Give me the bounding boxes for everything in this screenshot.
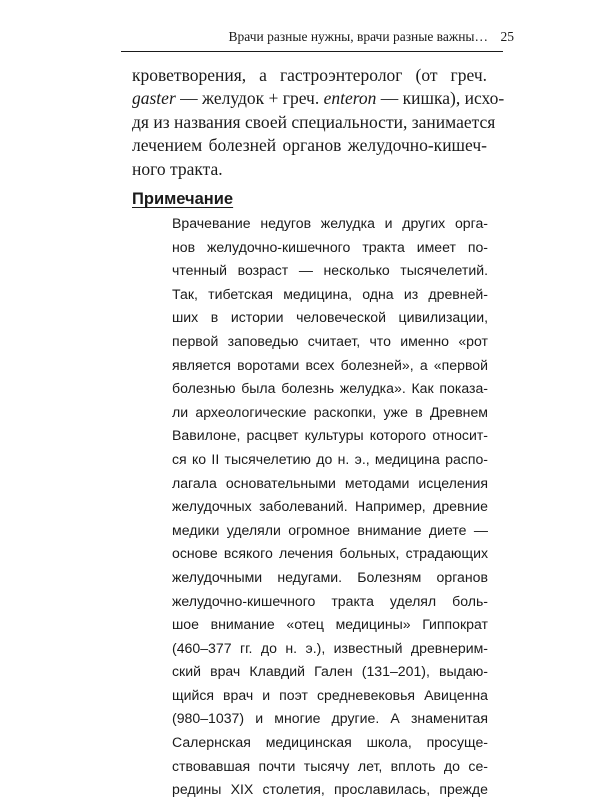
note-line: первой заповедью считает, что именно «рот [172,332,488,349]
foreign-term: enteron [323,88,377,109]
note-line: чтенный возраст — несколько тысячелетий. [172,262,488,279]
text-line: лечением болезней органов желудочно-кишеч- [132,135,487,156]
note-line: Салернская медицинская школа, просуще- [172,734,488,751]
note-line: основе всякого лечения больных, страдающих [172,545,488,562]
note-line: (980–1037) и многие другие. А знаменитая [172,710,488,727]
header-rule [121,51,503,52]
note-line: нов желудочно-кишечного тракта имеет по- [172,238,488,255]
note-body [172,212,488,802]
note-line: ли археологические раскопки, уже в Древнем [172,403,488,420]
note-line: ших в истории человеческой цивилизации, [172,309,488,326]
note-line: ский врач Клавдий Гален (131–201), выдаю- [172,663,488,680]
note-line: Врачевание недугов желудка и других орга- [172,215,488,231]
note-line: редины XIX столетия, прославилась, прежде [172,781,488,798]
text-line: ного тракта. [132,158,223,179]
foreign-term: gaster [132,88,176,109]
note-line: Так, тибетская медицина, одна из древней- [172,285,488,302]
main-text [132,64,505,181]
note-line: ся ко II тысячелетию до н. э., медицина распо- [172,450,488,467]
note-line: лагала основательными методами исцеления [172,474,488,491]
note-line: (460–377 гг. до н. э.), известный древнерим- [172,639,488,656]
note-heading: Примечание [132,190,234,208]
running-head: Врачи разные нужны, врачи разные важны… [228,29,488,44]
note-line: является воротами всех болезней», а «первой [172,356,488,373]
text-line-italic-terms: gaster — желудок + греч. enteron — кишка), исхо- [132,88,505,109]
note-line: болезнью была болезнь желудка». Как показа- [172,380,488,397]
note-line: желудочных заболеваний. Например, древние [172,498,488,515]
note-line: щийся врач и поэт средневековья Авиценна [172,686,488,703]
text-line: кроветворения, а гастроэнтеролог (от греч. [132,65,487,85]
note-line: желудочно-кишечного тракта уделял боль- [172,592,488,609]
note-line: Вавилоне, расцвет культуры которого относит- [172,427,488,444]
note-line: шое внимание «отец медицины» Гиппократ [172,616,488,633]
text-line: дя из названия своей специальности, занимается [132,111,496,132]
note-line: ствовавшая почти тысячу лет, вплоть до се- [172,757,488,774]
page-number: 25 [500,29,514,44]
note-line: желудочными недугами. Болезням органов [172,568,488,585]
note-line: медики уделяли огромное внимание диете — [172,521,488,538]
